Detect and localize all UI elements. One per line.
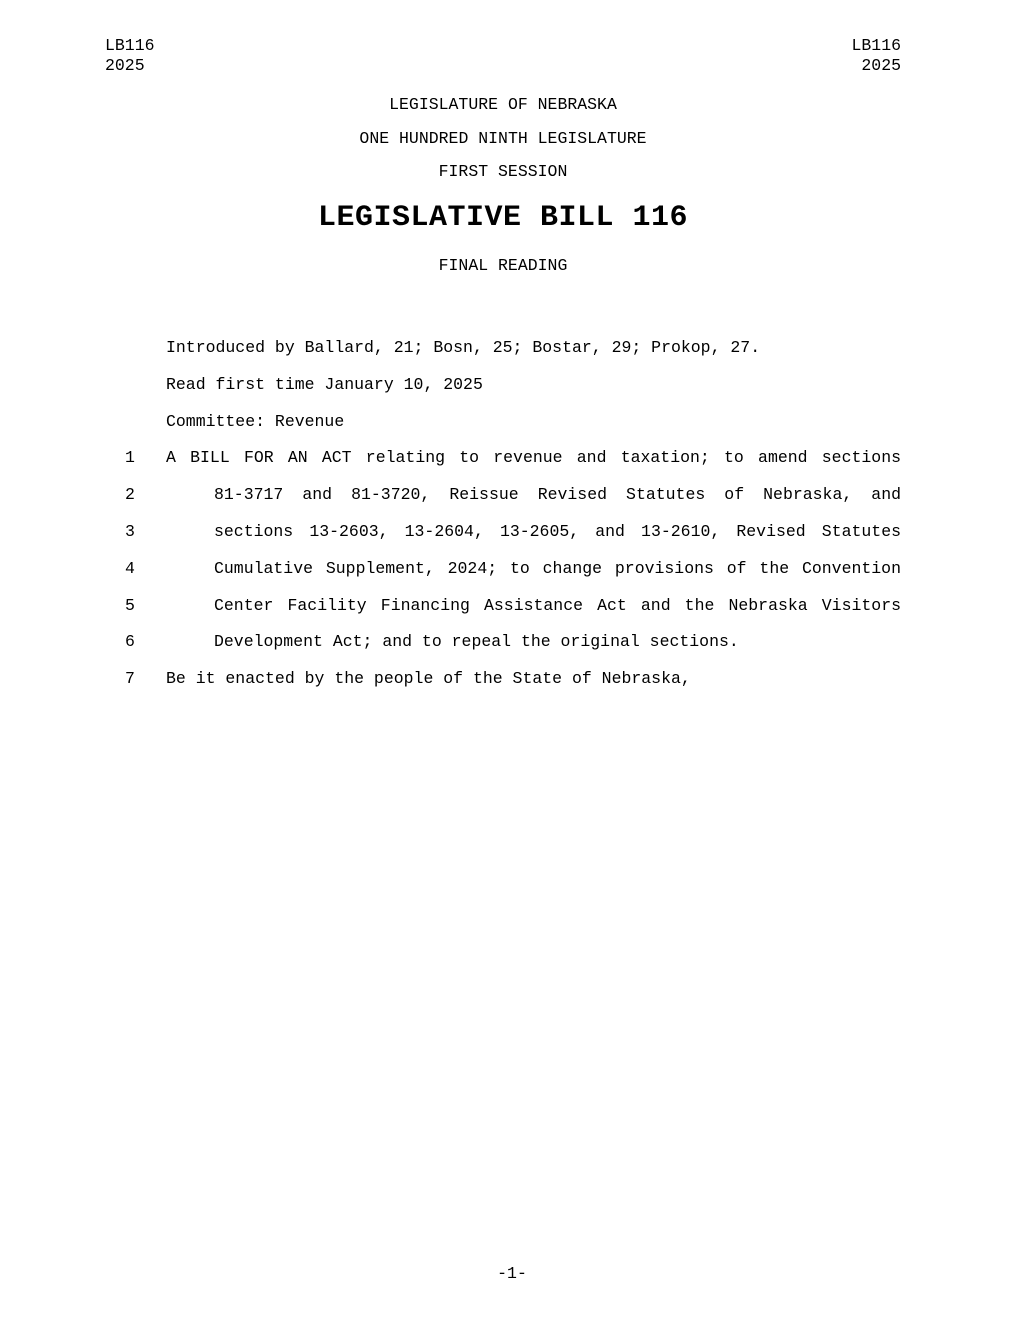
line-number: 1 — [125, 448, 135, 467]
read-first-time: Read first time January 10, 2025 — [166, 375, 483, 394]
line-text: Center Facility Financing Assistance Act and the Nebraska Visitors — [214, 596, 901, 615]
header-left — [105, 36, 155, 76]
line-text: Be it enacted by the people of the State of Nebraska, — [166, 669, 691, 688]
line-text: Cumulative Supplement, 2024; to change provisions of the Convention — [214, 559, 901, 578]
session-heading: FIRST SESSION — [438, 162, 568, 181]
bill-line — [0, 485, 1024, 505]
line-text: 81-3717 and 81-3720, Reissue Revised Statutes of Nebraska, and — [214, 485, 901, 504]
bill-line — [0, 596, 1024, 616]
header-left-year: 2025 — [105, 56, 145, 75]
line-number: 6 — [125, 632, 135, 651]
bill-line — [0, 559, 1024, 579]
page-number: -1- — [497, 1264, 527, 1283]
header-left-bill: LB116 — [105, 36, 155, 55]
line-number: 5 — [125, 596, 135, 615]
header-right-year: 2025 — [861, 56, 901, 75]
legislature-heading: LEGISLATURE OF NEBRASKA — [389, 95, 617, 114]
line-text: A BILL FOR AN ACT relating to revenue and taxation; to amend sections — [166, 448, 901, 467]
bill-line — [0, 632, 1024, 652]
committee: Committee: Revenue — [166, 412, 345, 431]
header-right-bill: LB116 — [851, 36, 901, 55]
line-number: 4 — [125, 559, 135, 578]
line-number: 3 — [125, 522, 135, 541]
line-text: sections 13-2603, 13-2604, 13-2605, and 13-2610, Revised Statutes — [214, 522, 901, 541]
bill-title: LEGISLATIVE BILL 116 — [317, 201, 689, 235]
header-right — [851, 36, 901, 76]
session-name-heading: ONE HUNDRED NINTH LEGISLATURE — [359, 129, 647, 148]
bill-line — [0, 669, 1024, 689]
bill-line — [0, 448, 1024, 468]
introduced-by: Introduced by Ballard, 21; Bosn, 25; Bostar, 29; Prokop, 27. — [166, 338, 761, 357]
bill-line — [0, 522, 1024, 542]
line-text: Development Act; and to repeal the original sections. — [214, 632, 739, 651]
line-number: 7 — [125, 669, 135, 688]
reading-status: FINAL READING — [438, 256, 568, 275]
line-number: 2 — [125, 485, 135, 504]
